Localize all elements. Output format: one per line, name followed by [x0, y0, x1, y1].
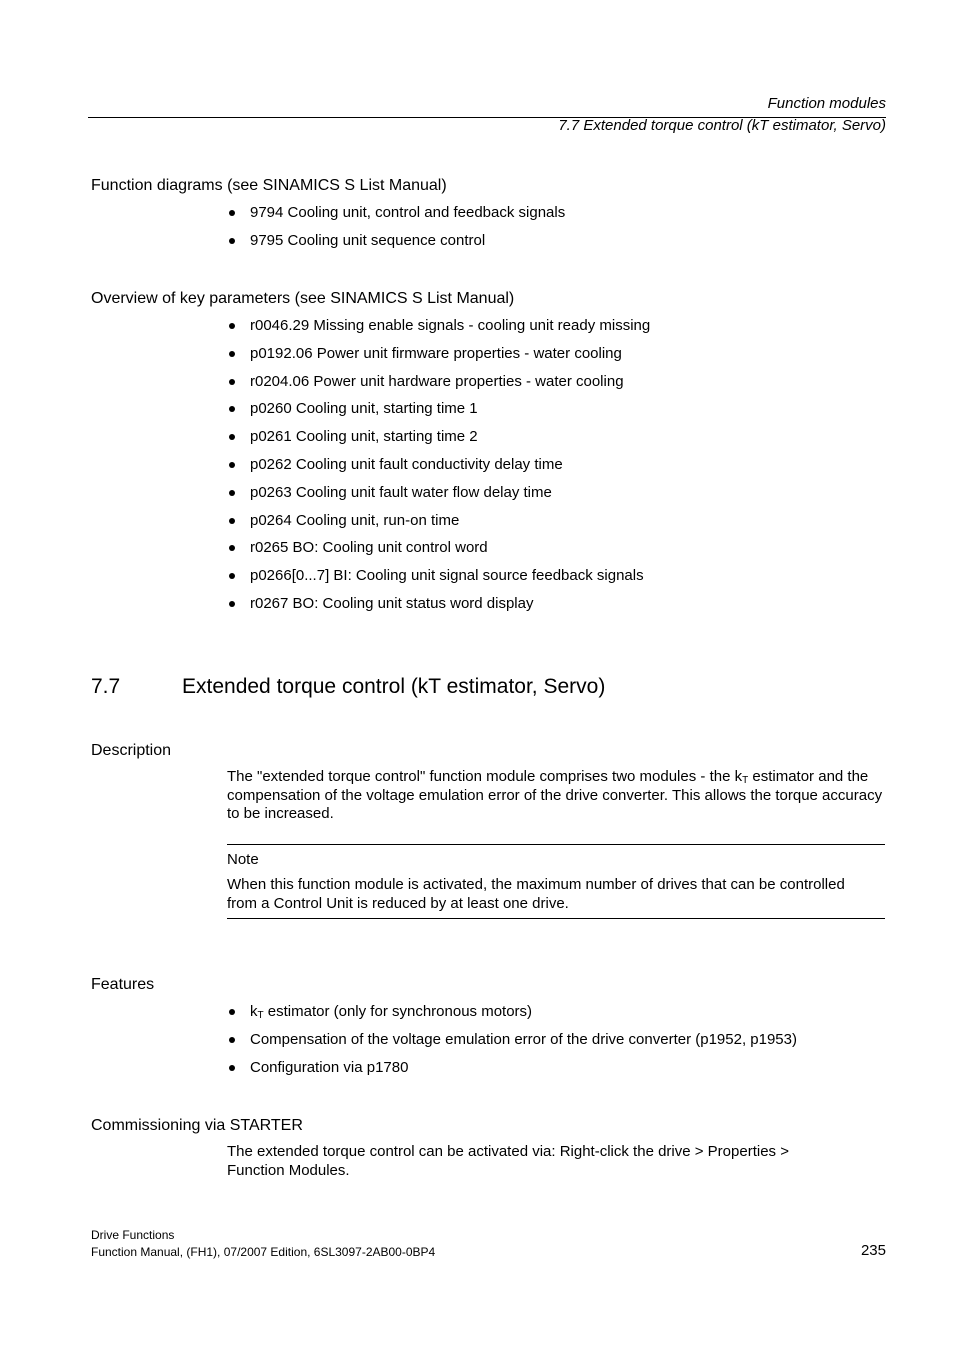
key-parameters-heading: Overview of key parameters (see SINAMICS S List Manual): [91, 290, 515, 307]
bullet-icon: [229, 573, 235, 579]
list-item: p0264 Cooling unit, run-on time: [227, 512, 650, 530]
bullet-icon: [229, 351, 235, 357]
list-item: p0260 Cooling unit, starting time 1: [227, 400, 650, 418]
features-list: [227, 1003, 797, 1077]
list-item: p0263 Cooling unit fault water flow delay time: [227, 484, 650, 502]
list-item: p0266[0...7] BI: Cooling unit signal source feedback signals: [227, 567, 650, 585]
bullet-icon: [229, 238, 235, 244]
bullet-icon: [229, 434, 235, 440]
bullet-icon: [229, 601, 235, 607]
bullet-icon: [229, 462, 235, 468]
description-paragraph: The "extended torque control" function module comprises two modules - the $k_T$ estimator and the compensation of the voltage emulation error of the drive converter. This allows the torque accuracy to be increased.: [227, 768, 883, 822]
bullet-icon: [229, 1009, 235, 1015]
key-parameters-list: [227, 317, 650, 613]
list-item: r0046.29 Missing enable signals - cooling unit ready missing: [227, 317, 650, 335]
bullet-icon: [229, 1037, 235, 1043]
note-bottom-rule: [227, 918, 885, 919]
note-label: Note: [227, 851, 259, 868]
list-item: r0204.06 Power unit hardware properties - water cooling: [227, 373, 650, 391]
list-item: p0192.06 Power unit firmware properties - water cooling: [227, 345, 650, 363]
list-item: p0261 Cooling unit, starting time 2: [227, 428, 650, 446]
section-title: Extended torque control (kT estimator, Servo): [182, 675, 606, 698]
commissioning-heading: Commissioning via STARTER: [91, 1117, 303, 1134]
list-item: $k_T$ estimator (only for synchronous motors): [227, 1003, 797, 1021]
function-diagrams-heading: Function diagrams (see SINAMICS S List Manual): [91, 177, 447, 194]
list-item: p0262 Cooling unit fault conductivity delay time: [227, 456, 650, 474]
list-item: r0267 BO: Cooling unit status word display: [227, 595, 650, 613]
bullet-icon: [229, 323, 235, 329]
bullet-icon: [229, 406, 235, 412]
running-header-section: 7.7 Extended torque control (kT estimator, Servo): [558, 117, 886, 134]
note-top-rule: [227, 844, 885, 845]
features-heading: Features: [91, 976, 155, 993]
list-item: Configuration via p1780: [227, 1059, 797, 1077]
bullet-icon: [229, 1065, 235, 1071]
list-item: r0265 BO: Cooling unit control word: [227, 539, 650, 557]
footer-edition: Function Manual, (FH1), 07/2007 Edition, 6SL3097-2AB00-0BP4: [91, 1245, 436, 1259]
list-item: 9794 Cooling unit, control and feedback signals: [227, 204, 565, 222]
footer-title: Drive Functions: [91, 1228, 175, 1242]
section-number: 7.7: [91, 675, 121, 698]
bullet-icon: [229, 490, 235, 496]
running-header-chapter: Function modules: [767, 95, 886, 112]
list-item: Compensation of the voltage emulation error of the drive converter (p1952, p1953): [227, 1031, 797, 1049]
function-diagrams-list: [227, 204, 565, 250]
note-text: When this function module is activated, the maximum number of drives that can be controlled from a Control Unit is reduced by at least one drive.: [227, 876, 845, 912]
page-number: 235: [860, 1242, 886, 1259]
commissioning-paragraph: The extended torque control can be activated via: Right-click the drive > Properties > Function Modules.: [227, 1143, 789, 1179]
bullet-icon: [229, 545, 235, 551]
list-item: 9795 Cooling unit sequence control: [227, 232, 565, 250]
bullet-icon: [229, 210, 235, 216]
bullet-icon: [229, 379, 235, 385]
bullet-icon: [229, 518, 235, 524]
description-heading: Description: [91, 742, 172, 759]
